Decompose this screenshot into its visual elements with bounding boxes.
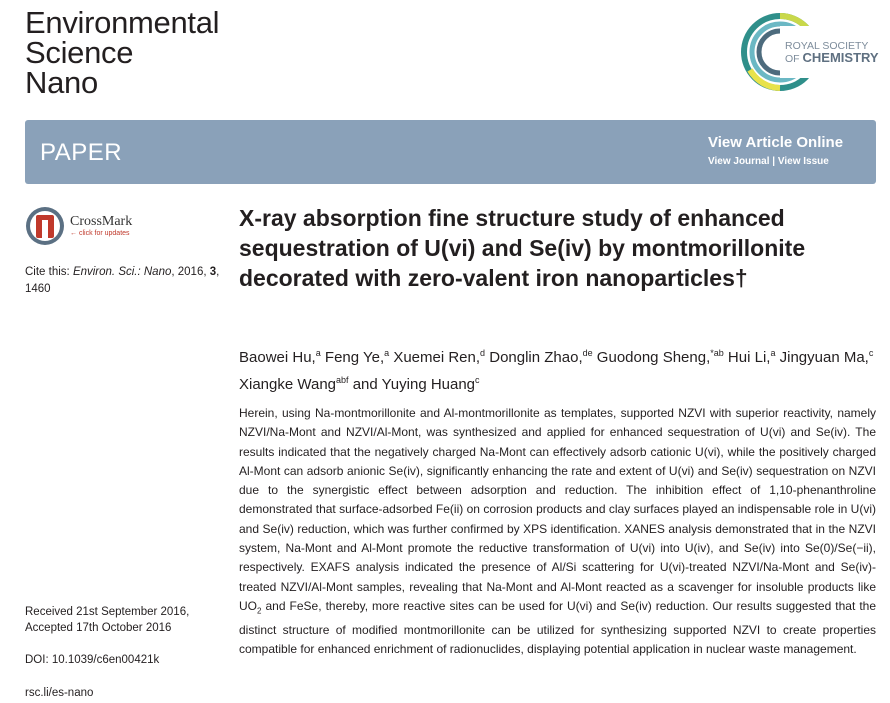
abstract — [239, 404, 876, 659]
view-journal-link[interactable]: View Journal — [708, 156, 770, 167]
author-affiliation: de — [582, 348, 593, 358]
author-affiliation: d — [480, 348, 486, 358]
article-type-banner — [25, 120, 876, 184]
link-separator: | — [769, 156, 778, 167]
citation-journal: Environ. Sci.: Nano — [72, 266, 172, 278]
rsc-line3: CHEMISTRY — [802, 50, 879, 65]
accepted-date: Accepted 17th October 2016 — [25, 622, 172, 634]
journal-name-line3: Nano — [25, 65, 98, 100]
author[interactable]: Baowei Hu, — [239, 349, 316, 366]
citation — [25, 264, 225, 298]
received-date: Received 21st September 2016, — [25, 606, 190, 618]
rsc-line1: ROYAL SOCIETY — [785, 40, 869, 52]
author-affiliation: c — [475, 375, 480, 385]
doi[interactable]: DOI: 10.1039/c6en00421k — [25, 654, 160, 666]
journal-name[interactable] — [25, 5, 220, 100]
crossmark-icon — [25, 206, 65, 246]
author[interactable]: and Yuying Huang — [348, 376, 476, 393]
journal-name-line1: Environmental — [25, 5, 220, 40]
crossmark-title: CrossMark — [70, 214, 133, 229]
rsc-logo[interactable] — [740, 6, 880, 98]
author[interactable]: Donglin Zhao, — [485, 349, 583, 366]
citation-year: , 2016, — [171, 266, 210, 278]
crossmark-subtitle — [70, 230, 130, 237]
article-title: X-ray absorption fine structure study of enhanced sequestration of U(vi) and Se(iv) by montmorillonite decorated with zero-valent iron nanoparticles† — [239, 205, 806, 291]
citation-prefix: Cite this: — [25, 266, 73, 278]
author[interactable]: Guodong Sheng, — [592, 349, 711, 366]
rsc-logo-text — [785, 40, 879, 65]
crossmark-badge[interactable] — [25, 206, 165, 248]
citation-page: , 1460 — [25, 266, 220, 295]
crossmark-subtitle-text: click for updates — [78, 230, 130, 237]
abstract-text-part1: Herein, using Na-montmorillonite and Al-montmorillonite as templates, supported NZVI with superior reactivity, namely NZVI/Na-Mont and NZVI/Al-Mont, was synthesized and applied for enhanced sequestration of U(vi) and Se(iv). The results indicated that the negatively charged Na-Mont can effectively adsorb cationic U(vi), while the positively charged Al-Mont can adsorb anionic Se(iv), significantly enhancing the rate and extent of U(vi) and Se(iv) sequestration on NZVI due to the synergistic effect between adsorption and reduction. The inhibition effect of 1,10-phenanthroline demonstrated that surface-adsorbed Fe(ii) on corrosion products and clay surfaces played an indispensable role in U(vi) and Se(iv) reduction, which was further confirmed by XPS identification. XANES analysis demonstrated that in the NZVI system, Na-Mont and Al-Mont promote the reductive transformation of U(vi) into U(iv), and Se(iv) into Se(0)/Se(−ii), respectively. EXAFS analysis indicated the presence of Al/Si scattering for U(vi)-treated NZVI/Na-Mont and Se(iv)-treated NZVI/Al-Mont samples, revealing that Na-Mont and Al-Mont reacted as a scavenger for insoluble products like UO — [239, 406, 876, 613]
author-affiliation: a — [315, 348, 321, 358]
journal-name-line2: Science — [25, 35, 134, 70]
author[interactable]: Feng Ye, — [320, 349, 385, 366]
author-affiliation: a — [770, 348, 776, 358]
author[interactable]: Hui Li, — [723, 349, 771, 366]
rsc-line2: OF — [785, 53, 800, 65]
arrow-icon: ← — [70, 230, 79, 237]
author-list — [239, 342, 879, 396]
journal-site-link[interactable]: rsc.li/es-nano — [25, 687, 94, 699]
article-dates — [25, 604, 189, 636]
author-affiliation: *ab — [710, 348, 724, 358]
view-article-online-link[interactable]: View Article Online — [708, 134, 844, 151]
author-affiliation: abf — [336, 375, 349, 385]
author[interactable]: Xiangke Wang — [239, 376, 337, 393]
view-issue-link[interactable]: View Issue — [777, 156, 829, 167]
citation-volume: 3 — [209, 266, 217, 278]
author[interactable]: Xuemei Ren, — [389, 349, 481, 366]
author[interactable]: Jingyuan Ma, — [775, 349, 869, 366]
abstract-subscript: 2 — [257, 606, 262, 616]
journal-links — [708, 156, 829, 167]
author-affiliation: a — [384, 348, 390, 358]
article-type: PAPER — [40, 139, 123, 166]
abstract-text-part2: and FeSe, thereby, more reactive sites can be used for U(vi) and Se(iv) reduction. Our results suggested that the distinct structure of modified montmorillonite can be utilized for synthesizing supported NZVI to create properties compatible for enhanced enrichment of radionuclides, displaying potential application in nuclear waste management. — [239, 598, 876, 656]
author-affiliation: c — [868, 348, 874, 358]
